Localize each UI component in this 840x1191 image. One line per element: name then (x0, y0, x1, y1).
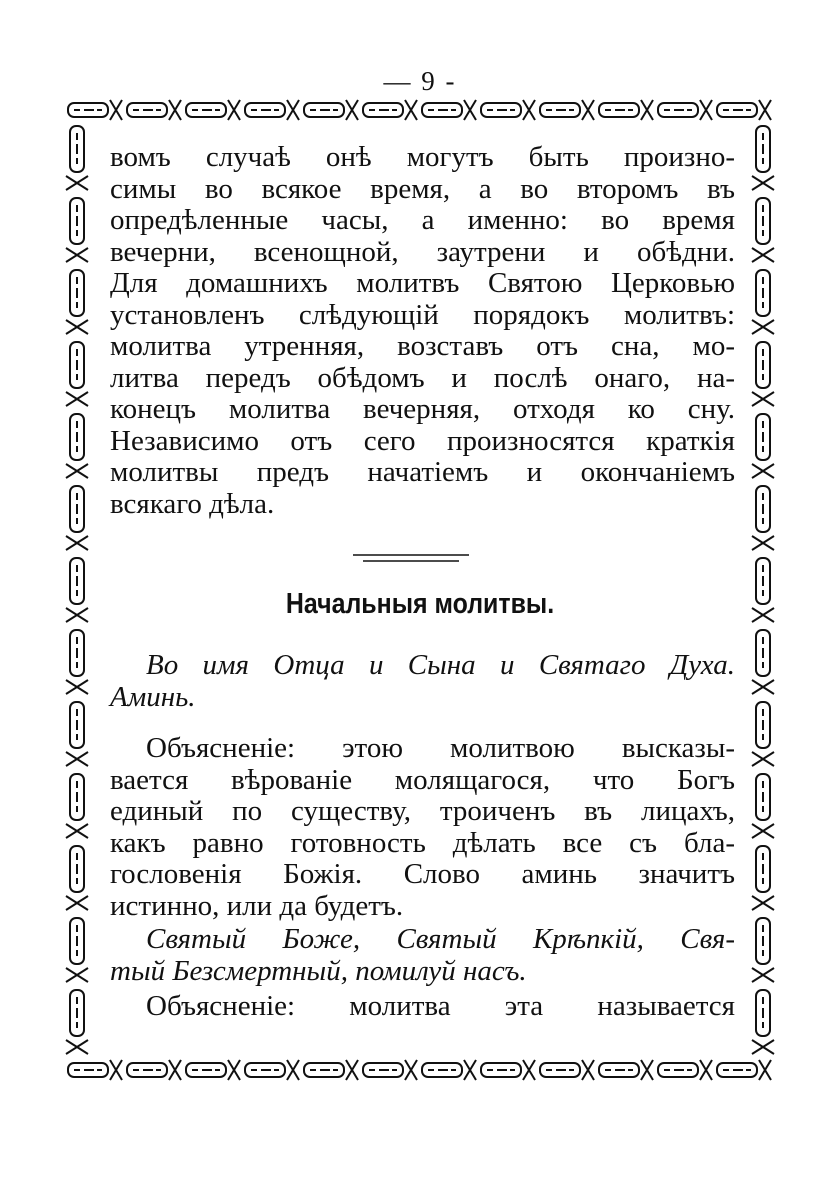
prayer-trisagion (110, 924, 735, 987)
text-line: Независимо отъ сего произносятся краткія (110, 424, 735, 457)
text-line: истинно, или да будетъ. (110, 889, 404, 922)
text-line: установленъ слѣдующій порядокъ молитвъ: (110, 298, 735, 331)
text-line: опредѣленные часы, а именно: во время (110, 204, 735, 236)
text-line: какъ равно готовность дѣлать все съ бла- (110, 826, 735, 859)
paragraph-explanation-1 (110, 733, 735, 922)
text-line: тый Безсмертный, помилуй насъ. (110, 954, 527, 987)
page-number: — 9 - (383, 66, 457, 96)
paragraph-prayer-times (110, 142, 735, 520)
text-line: Для домашнихъ молитвъ Святою Церковью (110, 267, 735, 299)
text-line: вается вѣрованіе молящагося, что Богъ (110, 763, 735, 796)
text-line: единый по существу, троиченъ въ лицахъ, (110, 795, 735, 827)
ornamental-border-top (66, 96, 774, 124)
text-line: гословенія Божія. Слово аминь значитъ (110, 858, 735, 890)
text-line: симы во всякое время, а во второмъ въ (110, 172, 735, 205)
ornamental-border-bottom (66, 1056, 774, 1084)
text-line: литва передъ обѣдомъ и послѣ онаго, на- (110, 361, 735, 394)
text-line: всякаго дѣла. (110, 487, 275, 520)
text-line: Объясненіе: этою молитвою высказы- (146, 732, 735, 764)
text-line: конецъ молитва вечерняя, отходя ко сну. (110, 393, 735, 425)
paragraph-explanation-2 (110, 991, 735, 1023)
text-line: молитвы предъ начатіемъ и окончаніемъ (110, 456, 735, 488)
text-line: Святый Боже, Святый Крѣпкій, Свя- (146, 923, 735, 955)
text-line: молитва утренняя, возставъ отъ сна, мо- (110, 330, 735, 362)
text-line: вечерни, всенощной, заутрени и обѣдни. (110, 235, 735, 268)
text-line: вомъ случаѣ онѣ могутъ быть произно- (110, 141, 735, 173)
section-heading: Начальныя молитвы. (285, 588, 555, 620)
text-line: Во имя Отца и Сына и Святаго Духа. (146, 649, 735, 681)
section-separator (353, 552, 469, 564)
text-line: Объясненіе: молитва эта называется (146, 990, 735, 1022)
text-line: Аминь. (110, 680, 196, 713)
prayer-in-the-name (110, 650, 735, 713)
